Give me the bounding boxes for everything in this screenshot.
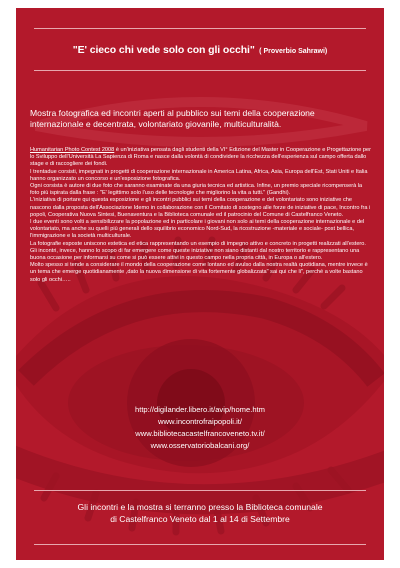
body-paragraph-3: Ogni corsista è autore di due foto che saranno esaminate da una giuria tecnica ed artistica. Infine, un premio speciale ricompenserà la foto più ispirata dalla frase : "E' legittimo solo l'uso delle tecnologie che migliorino la vita a tutti." (Gandhi). — [30, 183, 363, 197]
body-paragraph-1 — [30, 147, 372, 169]
intro-text: Mostra fotografica ed incontri aperti al pubblico sui temi della cooperazione internazionale e decentrata, volontariato giovanile, multiculturalità. — [30, 108, 315, 129]
top-rule — [34, 28, 366, 29]
body-paragraph-7: Gli incontri, invece, hanno lo scopo di far emergere come queste iniziative non siano distanti dal nostro territorio e rappresentano una buona occasione per informarsi su come si può essere attivi in questo campo nella propria città, in Europa o all'estero. — [30, 247, 360, 262]
footer-rule — [34, 490, 366, 491]
link-biblioteca[interactable]: www.bibliotecacastelfrancoveneto.tv.it/ — [135, 429, 265, 438]
body-paragraph-1-text: è un'iniziativa pensata dagli studenti della VI° Edizione del Master in Cooperazione e Progettazione per lo Sviluppo dell'Università La Sapienza di Roma e nasce dalla volontà di condividere la ricchezza dell'esperienza sul campo offerta dallo stage e di raccogliere dei fondi. — [30, 147, 372, 168]
header-rule — [34, 70, 366, 71]
body-paragraph-4: L'iniziativa di portare qui questa esposizione e gli incontri pubblici sui temi della cooperazione e del volontariato sono iniziative che nascono dalla proposta dell'Associazione Idemo in collaborazione con il Comitato di sostegno alle forze de iniziative di pace, Incontro fra i popoli, Cooperativa Nuova Sintesi, Buenaventura e la Biblioteca comunale ed il patrocinio del Comune di Castelfranco Veneto. — [30, 197, 371, 218]
body-text — [30, 147, 372, 284]
eye-illustration — [16, 8, 384, 560]
closing-line-2: di Castelfranco Veneto dal 1 al 14 di Settembre — [110, 514, 290, 524]
link-incontrofraipopoli[interactable]: www.incontrofraipopoli.it/ — [158, 417, 242, 426]
bottom-rule — [34, 544, 366, 545]
body-paragraph-6: La fotografie esposte uniscono estetica ed etica rappresentando un esempio di impegno attivo e concreto in progetti realizzati all'estero. — [30, 240, 366, 247]
closing-text — [16, 501, 384, 525]
body-paragraph-8: Molto spesso si tende a considerare il mondo della cooperazione come lontano ed avulso dalla nostra realtà quotidiana, mentre invece è un tema che emerge quotidianamente ,dato la nuova dimensione di vita fortemente globalizzata" sai qui che li", perché a volte bastano solo gli occhi….. — [30, 262, 368, 283]
link-avip[interactable]: http://digilander.libero.it/avip/home.htm — [134, 405, 265, 414]
body-paragraph-2: I trentadue corsisti, impegnati in progetti di cooperazione internazionale in America Latina, Africa, Asia, Europa dell'Est, Stati Uniti e Italia hanno organizzato un concorso e un'esposizione fotografica. — [30, 168, 368, 182]
headline-quote: "E' cieco chi vede solo con gli occhi" — [72, 44, 255, 56]
contest-title: Humanitarian Photo Contest 2008 — [30, 147, 115, 153]
link-osservatoriobalcani[interactable]: www.osservatoriobalcani.org/ — [150, 441, 250, 450]
headline — [16, 40, 384, 58]
body-paragraph-5: I due eventi sono volti a sensibilizzare la popolazione ed in particolare i giovani non solo ai temi della cooperazione internazionale e del volontariato, ma anche su quelli più generali dello squilibrio economico Nord-Sud, la ricostruzione -materiale e sociale- post bellica, l'immigrazione e la società multiculturale. — [30, 219, 365, 240]
poster — [16, 8, 384, 560]
headline-source: ( Proverbio Sahrawi) — [259, 48, 328, 55]
closing-line-1: Gli incontri e la mostra si terranno presso la Biblioteca comunale — [77, 502, 323, 512]
links-list — [16, 404, 384, 452]
